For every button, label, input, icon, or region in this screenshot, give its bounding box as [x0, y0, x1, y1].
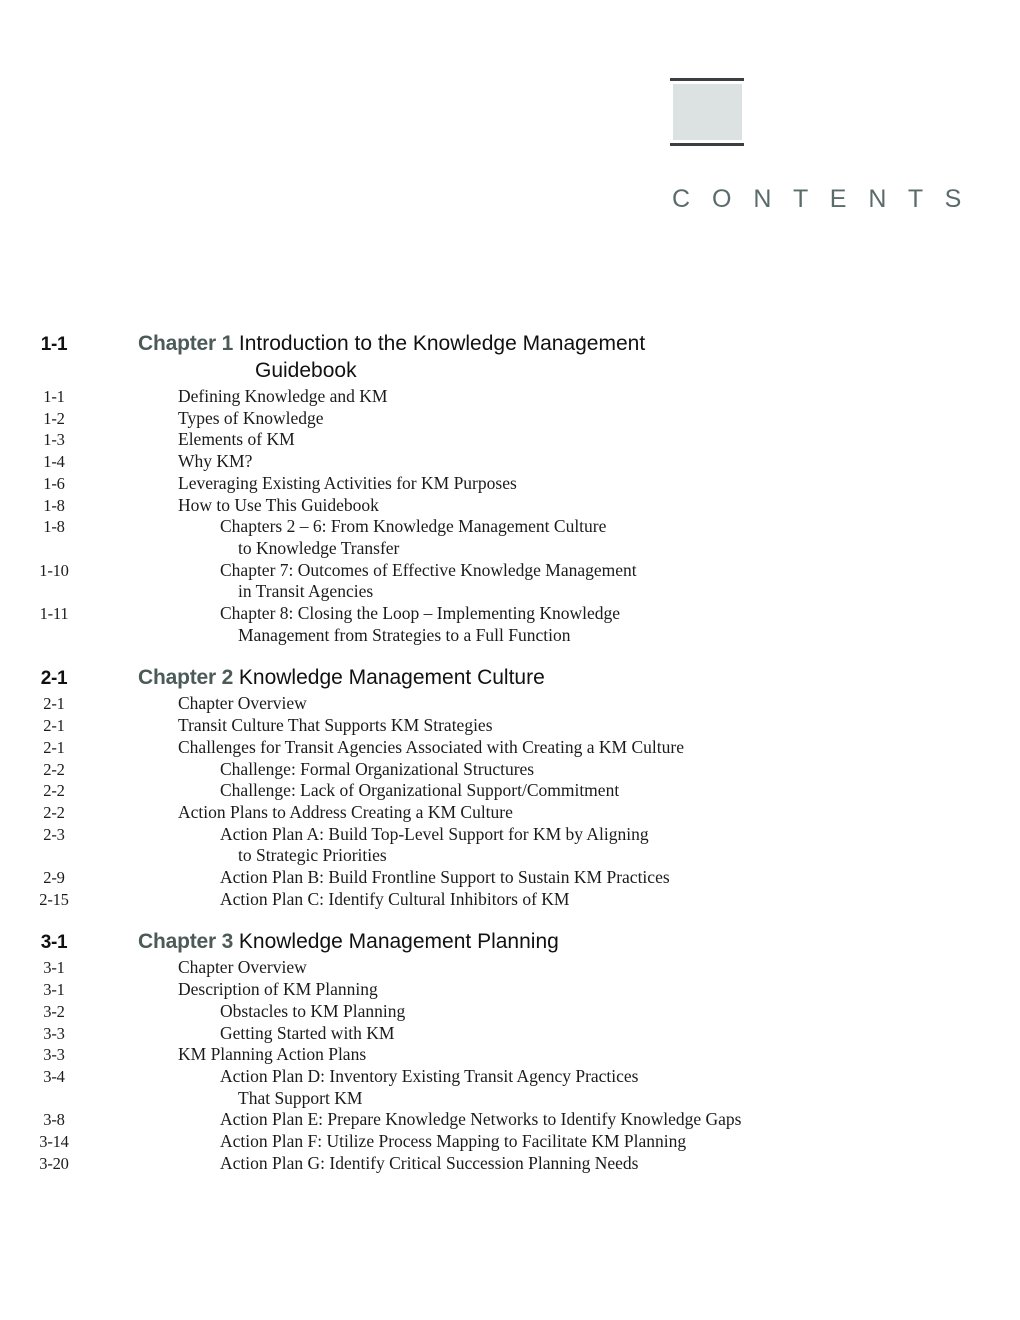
entry-title: [108, 824, 1020, 867]
entry-title: [108, 737, 1020, 759]
entry-title-text: Action Plan D: Inventory Existing Transit Agency Practices: [220, 1065, 639, 1086]
entry-title: [108, 516, 1020, 559]
chapter-page-number: 1-1: [40, 334, 68, 355]
entry-page-number: 3-1: [43, 958, 65, 978]
entry-page-number: 3-14: [39, 1132, 69, 1152]
chapter-block: [0, 664, 1020, 910]
entry-title: [108, 693, 1020, 715]
toc-entry-row[interactable]: [0, 451, 1020, 473]
toc-entry-row[interactable]: [0, 408, 1020, 430]
entry-title-text: Action Plans to Address Creating a KM Culture: [178, 801, 513, 822]
entry-title-text: Obstacles to KM Planning: [220, 1000, 406, 1021]
entry-title-text: Elements of KM: [178, 429, 295, 450]
entry-title-text: Types of Knowledge: [178, 407, 324, 428]
entry-page-number: 1-4: [43, 452, 65, 472]
entry-title-text: Chapter Overview: [178, 957, 307, 978]
masthead-rule-bottom: [670, 143, 744, 146]
toc-entry-row[interactable]: [0, 759, 1020, 781]
toc-entry-row[interactable]: [0, 780, 1020, 802]
entry-page-number: 2-1: [43, 694, 65, 714]
toc-entry-row[interactable]: [0, 802, 1020, 824]
entry-title-text: Chapter 7: Outcomes of Effective Knowledge Management: [220, 559, 637, 580]
entry-title: [108, 560, 1020, 603]
entry-title: [108, 386, 1020, 408]
entry-title-text: Chapter 8: Closing the Loop – Implementing Knowledge: [220, 603, 621, 624]
entry-page-number: 2-3: [43, 824, 65, 844]
entry-page-number: 3-1: [43, 980, 65, 1000]
entry-title: [108, 715, 1020, 737]
entry-page-number: 2-2: [43, 759, 65, 779]
toc-entry-row[interactable]: [0, 560, 1020, 603]
chapter-block: [0, 928, 1020, 1174]
entry-title-text: Challenge: Lack of Organizational Support/Commitment: [220, 780, 620, 801]
entry-title-text: Defining Knowledge and KM: [178, 386, 388, 406]
entry-page-number: 2-2: [43, 802, 65, 822]
entry-title-text: How to Use This Guidebook: [178, 494, 379, 515]
entry-title: [108, 1109, 1020, 1131]
entry-page-number: 1-8: [43, 495, 65, 515]
toc-entry-row[interactable]: [0, 824, 1020, 867]
entry-page-number: 1-2: [43, 408, 65, 428]
toc-entry-row[interactable]: [0, 979, 1020, 1001]
entry-title-text: Action Plan E: Prepare Knowledge Networks to Identify Knowledge Gaps: [220, 1109, 742, 1130]
entry-title-text: KM Planning Action Plans: [178, 1044, 367, 1065]
entry-title-wrap: to Knowledge Transfer: [238, 537, 400, 558]
toc-entry-row[interactable]: [0, 693, 1020, 715]
entry-title-text: Action Plan C: Identify Cultural Inhibitors of KM: [220, 888, 570, 909]
entry-title-text: Challenge: Formal Organizational Structures: [220, 758, 535, 779]
entry-page-number: 2-2: [43, 781, 65, 801]
entry-title-text: Action Plan G: Identify Critical Succession Planning Needs: [220, 1152, 639, 1173]
entry-title-text: Description of KM Planning: [178, 979, 378, 1000]
chapter-page-number: 3-1: [40, 932, 68, 954]
entry-title-text: Action Plan B: Build Frontline Support to Sustain KM Practices: [220, 867, 670, 888]
chapter-title: Knowledge Management Planning: [238, 930, 559, 954]
toc-entry-row[interactable]: [0, 429, 1020, 451]
entry-title: [108, 1131, 1020, 1153]
toc-entry-row[interactable]: [0, 1023, 1020, 1045]
entry-title-text: Leveraging Existing Activities for KM Purposes: [178, 472, 517, 493]
entry-title: [108, 1066, 1020, 1109]
toc-entry-row[interactable]: [0, 889, 1020, 911]
entry-title: [108, 780, 1020, 802]
toc-entry-row[interactable]: [0, 1109, 1020, 1131]
toc-entry-row[interactable]: [0, 737, 1020, 759]
chapter-title: Knowledge Management Culture: [238, 666, 545, 690]
entry-page-number: 2-1: [43, 716, 65, 736]
chapter-heading-row[interactable]: [0, 330, 1020, 384]
entry-page-number: 1-11: [39, 604, 69, 624]
toc-entry-row[interactable]: [0, 603, 1020, 646]
toc-entry-row[interactable]: [0, 1044, 1020, 1066]
entry-title: [108, 408, 1020, 430]
chapter-heading: [108, 664, 698, 691]
entry-page-number: 3-3: [43, 1023, 65, 1043]
entry-title: [108, 1153, 1020, 1175]
entry-page-number: 3-20: [39, 1153, 69, 1173]
chapter-title-wrap: Guidebook: [255, 359, 357, 382]
toc-entry-row[interactable]: [0, 1001, 1020, 1023]
entry-title: [108, 429, 1020, 451]
entry-page-number: 1-8: [43, 517, 65, 537]
entry-page-number: 1-1: [43, 387, 65, 406]
toc-entry-row[interactable]: [0, 1131, 1020, 1153]
chapter-title: Introduction to the Knowledge Management: [238, 332, 646, 355]
entry-title-text: Getting Started with KM: [220, 1022, 395, 1043]
entry-title: [108, 759, 1020, 781]
entry-title: [108, 603, 1020, 646]
entry-page-number: 1-10: [39, 560, 69, 580]
chapter-heading-row[interactable]: [0, 664, 1020, 691]
chapter-heading: [108, 330, 698, 384]
entry-title: [108, 473, 1020, 495]
toc-entry-row[interactable]: [0, 867, 1020, 889]
toc-entry-row[interactable]: [0, 957, 1020, 979]
chapter-heading-row[interactable]: [0, 928, 1020, 955]
chapter-label: Chapter 3: [138, 930, 234, 954]
masthead-rule-top: [670, 78, 744, 81]
masthead-mark: [668, 78, 858, 146]
entry-title-text: Transit Culture That Supports KM Strategies: [178, 715, 493, 736]
entry-title: [108, 802, 1020, 824]
entry-title-wrap: That Support KM: [238, 1087, 363, 1108]
chapter-page-number: 2-1: [40, 668, 68, 690]
masthead-gray-box: [673, 84, 742, 140]
chapter-label: Chapter 2: [138, 666, 234, 690]
entry-title-wrap: to Strategic Priorities: [238, 845, 387, 866]
entry-title: [108, 979, 1020, 1001]
entry-page-number: 3-8: [43, 1110, 65, 1130]
toc-entry-row[interactable]: [0, 1066, 1020, 1109]
entry-title-wrap: Management from Strategies to a Full Function: [238, 624, 571, 645]
entry-title-wrap: in Transit Agencies: [238, 581, 374, 602]
entry-page-number: 1-6: [43, 473, 65, 493]
entry-title-text: Chapters 2 – 6: From Knowledge Management Culture: [220, 516, 607, 537]
entry-title: [108, 1023, 1020, 1045]
page-title: C O N T E N T S: [672, 185, 969, 213]
entry-page-number: 2-9: [43, 868, 65, 888]
entry-title: [108, 495, 1020, 517]
entry-title: [108, 1044, 1020, 1066]
entry-page-number: 3-4: [43, 1066, 65, 1086]
entry-title-text: Challenges for Transit Agencies Associated with Creating a KM Culture: [178, 736, 684, 757]
entry-title: [108, 957, 1020, 979]
chapter-block: [0, 330, 1020, 646]
toc-entry-row[interactable]: [0, 1153, 1020, 1175]
toc-entry-row[interactable]: [0, 495, 1020, 517]
chapter-heading: [108, 928, 698, 955]
entry-title-text: Action Plan F: Utilize Process Mapping to Facilitate KM Planning: [220, 1131, 687, 1152]
toc-entry-row[interactable]: [0, 516, 1020, 559]
entry-page-number: 3-3: [43, 1045, 65, 1065]
chapter-label: Chapter 1: [138, 332, 234, 355]
entry-page-number: 2-15: [39, 889, 69, 909]
entry-title: [108, 451, 1020, 473]
entry-title: [108, 889, 1020, 911]
toc-entry-row[interactable]: [0, 473, 1020, 495]
entry-title-text: Action Plan A: Build Top-Level Support for KM by Aligning: [220, 823, 649, 844]
entry-title: [108, 1001, 1020, 1023]
entry-page-number: 1-3: [43, 430, 65, 450]
entry-title: [108, 867, 1020, 889]
entry-title-text: Chapter Overview: [178, 693, 307, 714]
entry-page-number: 3-2: [43, 1001, 65, 1021]
toc-entry-row[interactable]: [0, 386, 1020, 408]
entry-page-number: 2-1: [43, 737, 65, 757]
table-of-contents: [0, 330, 1020, 1175]
toc-entry-row[interactable]: [0, 715, 1020, 737]
entry-title-text: Why KM?: [178, 451, 253, 472]
